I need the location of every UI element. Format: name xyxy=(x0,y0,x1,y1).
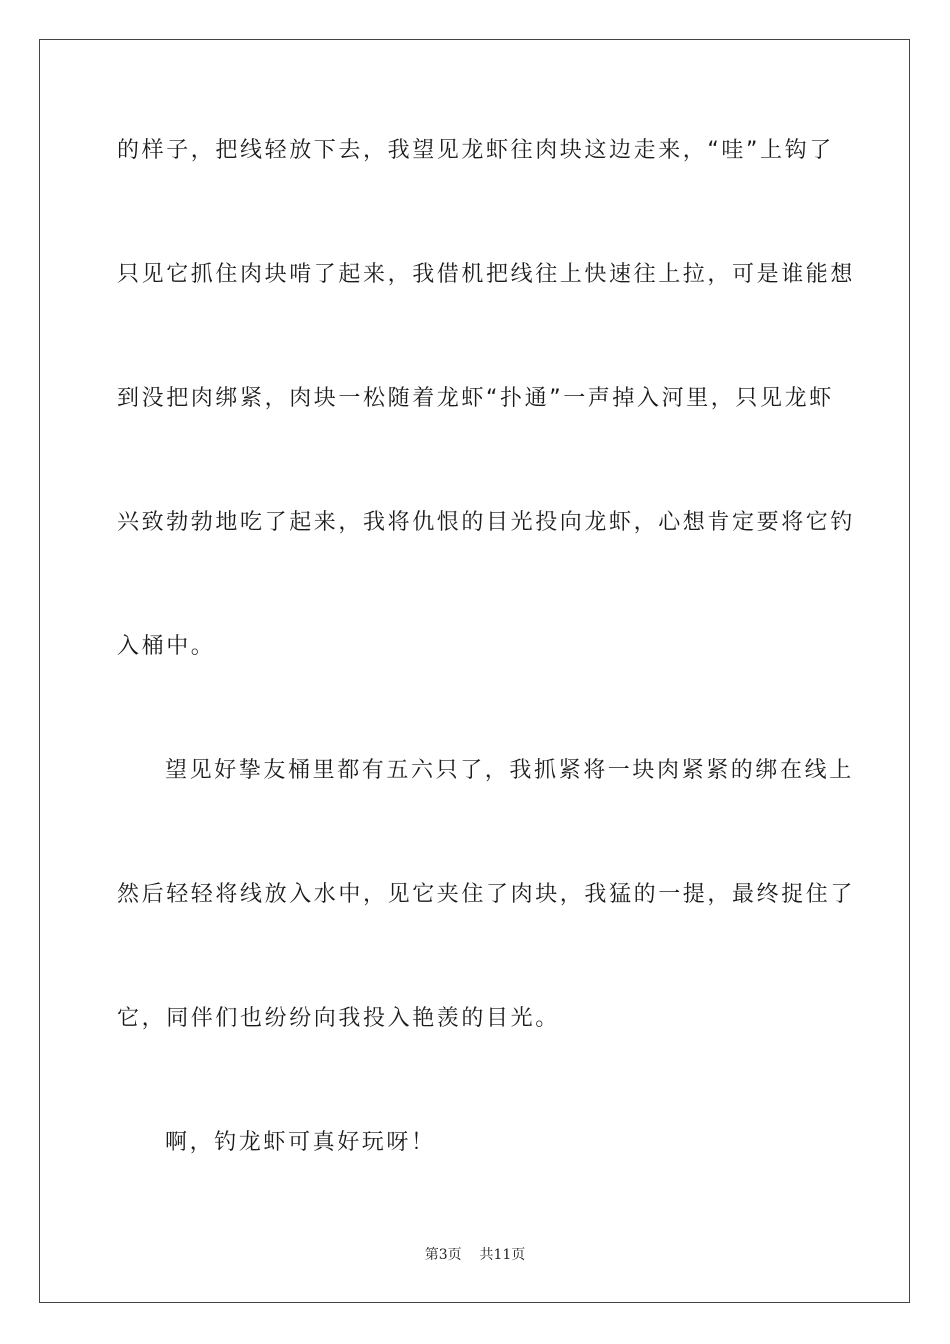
paragraph-first-line: 望见好挚友桶里都有五六只了，我抓紧将一块肉紧紧的绑在线上 xyxy=(165,758,854,783)
page-number: 第3页 xyxy=(424,1247,462,1263)
page-footer xyxy=(0,1246,950,1264)
body-text-line: 然后轻轻将线放入水中，见它夹住了肉块，我猛的一提，最终捉住了 xyxy=(117,882,856,907)
body-text-line: 入桶中。 xyxy=(117,634,216,659)
page-border xyxy=(39,39,910,1303)
body-text-line: 只见它抓住肉块啃了起来，我借机把线往上快速往上拉，可是谁能想 xyxy=(117,262,856,287)
body-text-line: 它，同伴们也纷纷向我投入艳羡的目光。 xyxy=(117,1006,560,1031)
paragraph-first-line: 啊，钓龙虾可真好玩呀！ xyxy=(165,1130,436,1155)
page-total: 共11页 xyxy=(479,1247,526,1263)
body-text-line: 到没把肉绑紧，肉块一松随着龙虾“扑通”一声掉入河里，只见龙虾 xyxy=(117,386,834,411)
body-text-line: 兴致勃勃地吃了起来，我将仇恨的目光投向龙虾，心想肯定要将它钓 xyxy=(117,510,856,535)
body-text-line: 的样子，把线轻放下去，我望见龙虾往肉块这边走来，“哇”上钩了 xyxy=(117,138,834,163)
